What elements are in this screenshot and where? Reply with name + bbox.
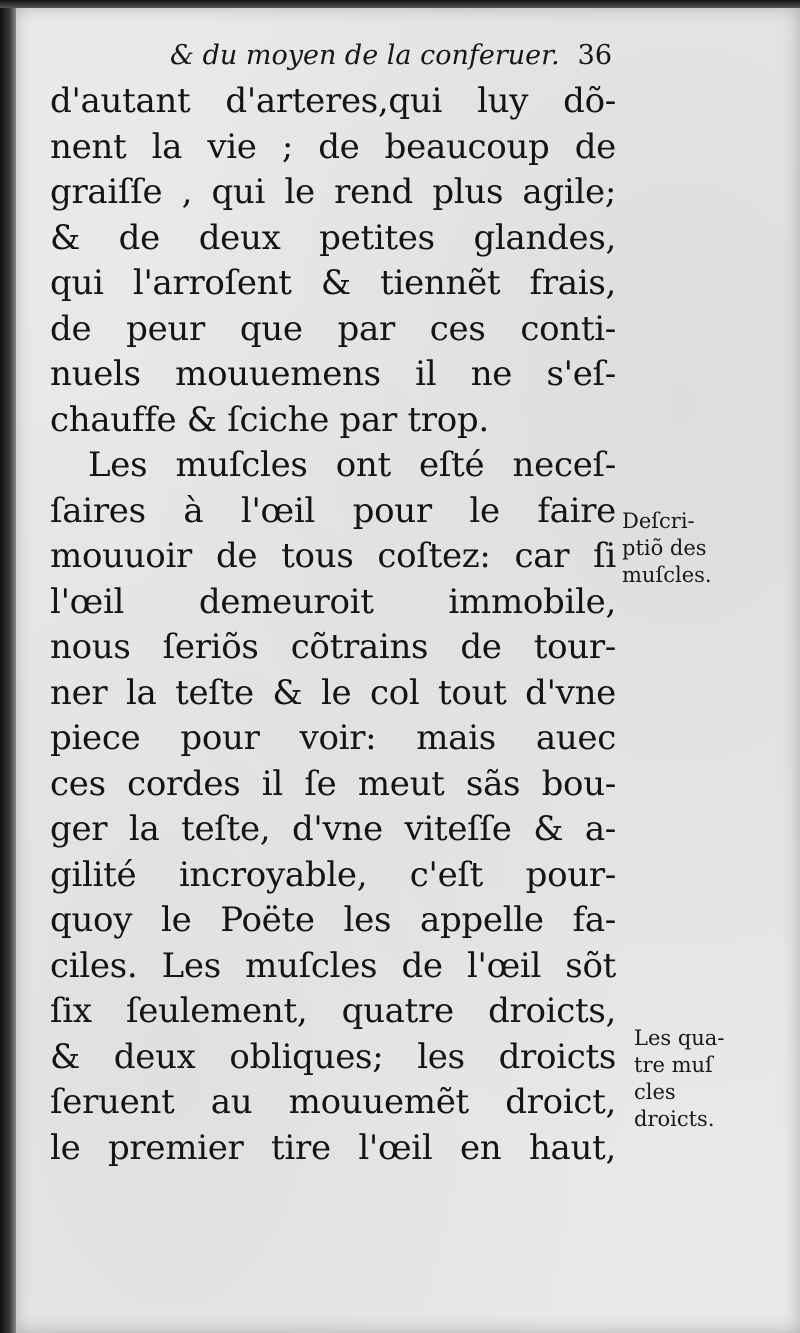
text-line: le premier tire l'œil en haut, [50,1127,616,1168]
text-line: graiſſe , qui le rend plus agile; [50,172,616,212]
text-line: chauffe & ſciche par trop. [50,399,489,440]
margin-note-muscles-description [622,508,712,589]
text-line: mouuoir de tous coſtez: car ſi [50,536,616,576]
text-line: & de deux petites glandes, [50,217,616,258]
text-line: nous ſeriõs cõtrains de tour- [50,627,616,667]
text-line: ner la teſte & le col tout d'vne [50,672,616,713]
text-line: ciles. Les muſcles de l'œil sõt [50,945,616,986]
running-header [0,40,612,71]
text-line: l'œil demeuroit immobile, [50,581,616,622]
margin-note-line: droicts. [634,1107,715,1131]
margin-note-line: Les qua- [634,1026,725,1050]
text-line: ſeruent au mouuemẽt droict, [50,1082,616,1122]
page-binding-edge [0,0,16,1333]
running-title: & du moyen de la conferuer. [170,40,560,71]
margin-note-line: tre muſ [634,1053,713,1077]
text-line: ſaires à l'œil pour le faire [50,490,616,531]
text-line: nuels mouuemens il ne s'eſ- [50,354,616,394]
text-line: & deux obliques; les droicts [50,1036,616,1077]
margin-note-four-straight-muscles [634,1025,724,1133]
bleed-through-text [640,210,770,242]
text-line: gilité incroyable, c'eſt pour- [50,854,616,895]
margin-note-line: muſcles. [622,563,712,587]
text-line: d'autant d'arteres,qui luy dõ- [50,81,616,121]
text-line: quoy le Poëte les appelle fa- [50,900,616,940]
margin-note-line: cles [634,1080,676,1104]
text-line: Les muſcles ont eſté neceſ- [88,445,616,485]
text-line: piece pour voir: mais auec [50,718,616,758]
text-line: ces cordes il ſe meut sãs bou- [50,763,616,804]
margin-note-line: Deſcri- [622,509,695,533]
page-top-edge [0,0,800,8]
margin-note-line: ptiõ des [622,536,707,560]
page-number: 36 [577,40,612,71]
text-line: qui l'arroſent & tiennẽt frais, [50,263,616,303]
main-text-block [50,79,616,1171]
text-line: ger la teſte, d'vne viteſſe & a- [50,809,616,849]
text-line: nent la vie ; de beaucoup de [50,126,616,167]
text-line: ſix ſeulement, quatre droicts, [50,991,616,1031]
text-line: de peur que par ces conti- [50,308,616,349]
